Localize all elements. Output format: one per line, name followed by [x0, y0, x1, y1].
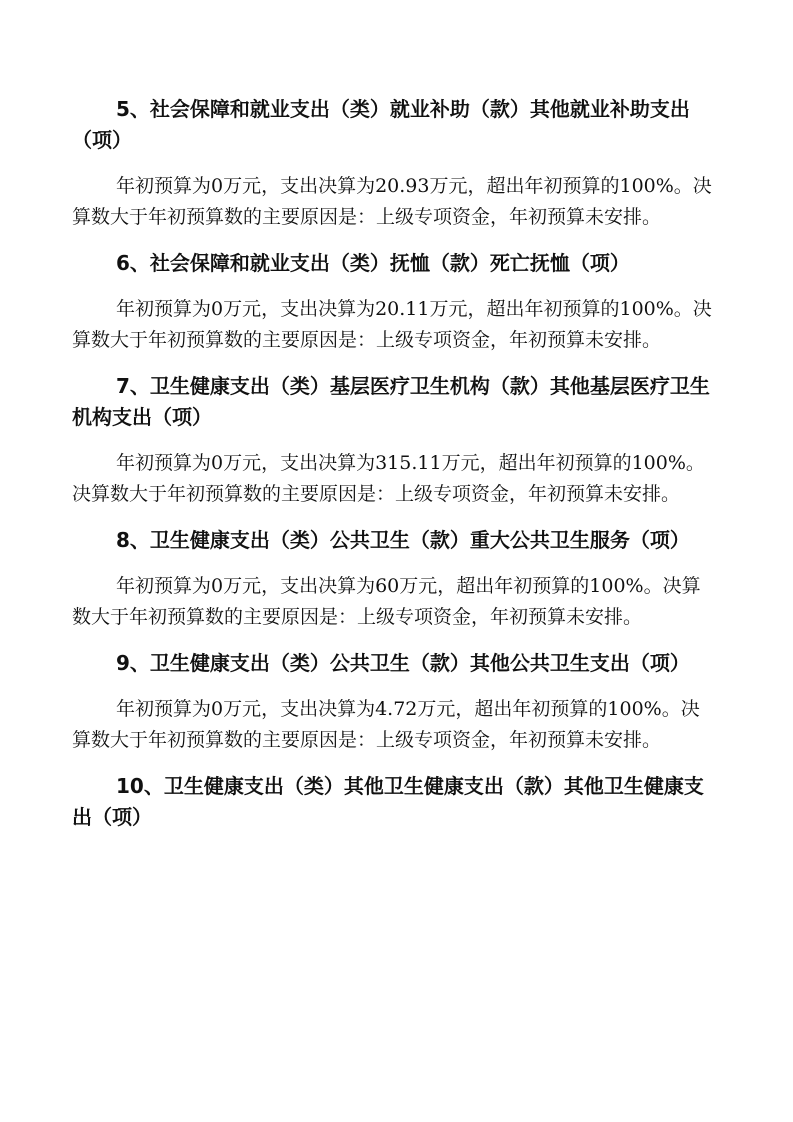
document-page: [72, 94, 717, 848]
section-heading-8: 8、卫生健康支出（类）公共卫生（款）重大公共卫生服务（项）: [116, 528, 690, 552]
section-paragraph-6: 年初预算为0万元，支出决算为20.11万元，超出年初预算的100%。决算数大于年初预算数的主要原因是：上级专项资金，年初预算未安排。: [72, 298, 712, 351]
section-heading-7: 7、卫生健康支出（类）基层医疗卫生机构（款）其他基层医疗卫生机构支出（项）: [72, 374, 710, 429]
section-heading-9: 9、卫生健康支出（类）公共卫生（款）其他公共卫生支出（项）: [116, 651, 690, 675]
section-heading-10: 10、卫生健康支出（类）其他卫生健康支出（款）其他卫生健康支出（项）: [72, 774, 704, 829]
section-paragraph-9: 年初预算为0万元，支出决算为4.72万元，超出年初预算的100%。决算数大于年初预算数的主要原因是：上级专项资金，年初预算未安排。: [72, 698, 700, 751]
section-heading-5: 5、社会保障和就业支出（类）就业补助（款）其他就业补助支出（项）: [72, 97, 690, 152]
section-heading-6: 6、社会保障和就业支出（类）抚恤（款）死亡抚恤（项）: [116, 251, 630, 275]
section-paragraph-8: 年初预算为0万元，支出决算为60万元，超出年初预算的100%。决算数大于年初预算数的主要原因是：上级专项资金，年初预算未安排。: [72, 575, 701, 628]
section-paragraph-5: 年初预算为0万元，支出决算为20.93万元，超出年初预算的100%。决算数大于年初预算数的主要原因是：上级专项资金，年初预算未安排。: [72, 175, 712, 228]
section-paragraph-7: 年初预算为0万元，支出决算为315.11万元，超出年初预算的100%。决算数大于年初预算数的主要原因是：上级专项资金，年初预算未安排。: [72, 452, 705, 505]
